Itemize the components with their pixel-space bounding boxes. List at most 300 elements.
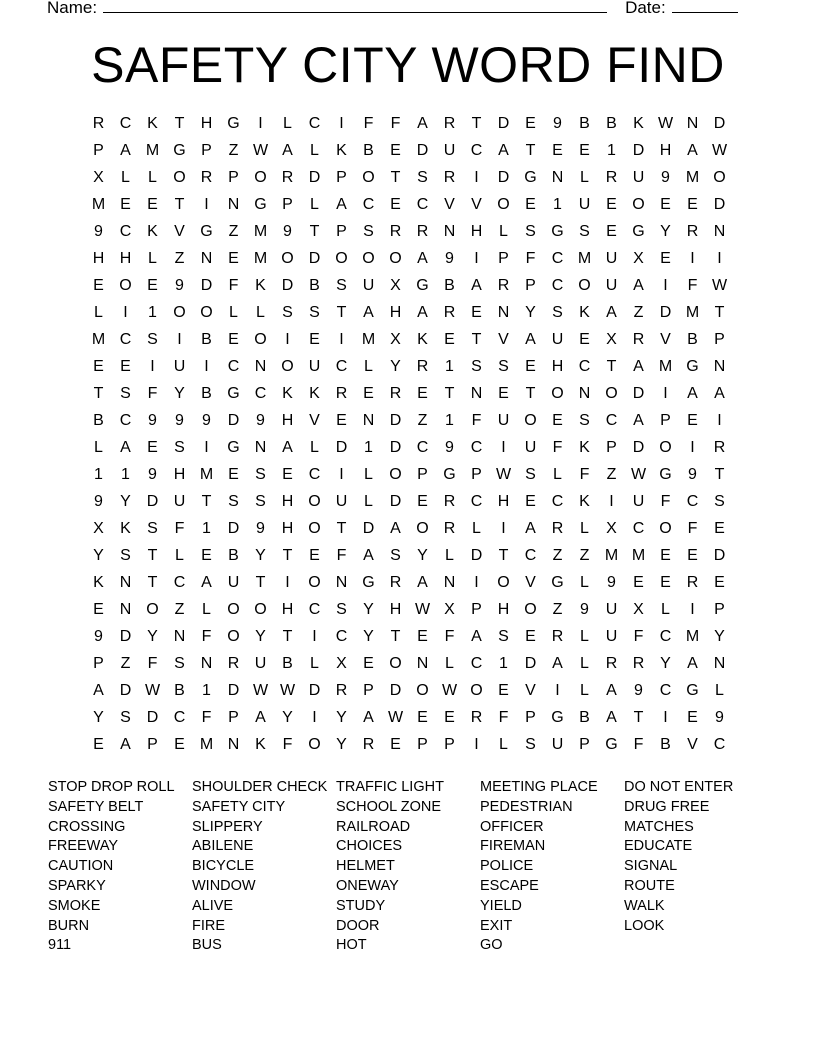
grid-letter: I: [204, 196, 209, 213]
word-item: DOOR: [336, 917, 380, 934]
grid-letter: K: [93, 574, 104, 591]
grid-letter: V: [309, 412, 320, 429]
grid-letter: T: [714, 466, 725, 483]
grid-letter: L: [148, 250, 157, 267]
grid-letter: S: [282, 304, 293, 321]
grid-letter: C: [308, 466, 321, 483]
grid-letter: D: [713, 115, 726, 132]
grid-letter: E: [93, 736, 104, 753]
word-item: ROUTE: [624, 877, 675, 894]
grid-letter: V: [471, 196, 482, 213]
grid-letter: W: [441, 682, 458, 699]
grid-letter: D: [632, 385, 645, 402]
grid-letter: L: [310, 439, 319, 456]
word-item: OFFICER: [480, 818, 544, 835]
word-item: SLIPPERY: [192, 818, 263, 835]
date-blank-line[interactable]: [672, 0, 738, 13]
grid-letter: C: [227, 358, 240, 375]
grid-letter: 1: [148, 304, 157, 321]
grid-letter: F: [147, 385, 158, 402]
grid-letter: T: [309, 223, 320, 240]
grid-letter: Y: [282, 709, 293, 726]
grid-letter: D: [227, 520, 240, 537]
grid-letter: B: [579, 115, 590, 132]
word-item: STUDY: [336, 897, 386, 914]
grid-letter: R: [551, 520, 564, 537]
grid-letter: Z: [228, 223, 239, 240]
grid-letter: Y: [660, 655, 671, 672]
grid-letter: X: [606, 520, 617, 537]
grid-letter: 9: [580, 601, 589, 618]
grid-letter: E: [714, 520, 725, 537]
word-item: TRAFFIC LIGHT: [336, 779, 444, 795]
grid-letter: H: [173, 466, 186, 483]
grid-letter: R: [200, 169, 213, 186]
grid-letter: O: [524, 601, 537, 618]
grid-letter: 9: [256, 520, 265, 537]
word-item: YIELD: [480, 897, 522, 914]
grid-letter: E: [174, 736, 185, 753]
grid-letter: M: [685, 304, 700, 321]
grid-letter: X: [93, 520, 104, 537]
word-column: [48, 778, 192, 956]
grid-letter: 1: [607, 142, 616, 159]
grid-letter: I: [717, 412, 722, 429]
grid-letter: I: [474, 736, 479, 753]
grid-letter: W: [144, 682, 161, 699]
word-item: ESCAPE: [480, 877, 539, 894]
grid-letter: M: [199, 736, 214, 753]
grid-letter: Y: [255, 628, 266, 645]
grid-letter: F: [444, 628, 455, 645]
grid-letter: K: [255, 736, 266, 753]
grid-letter: E: [417, 493, 428, 510]
grid-letter: A: [687, 142, 698, 159]
word-item: CROSSING: [48, 818, 126, 835]
grid-letter: G: [632, 223, 645, 240]
grid-letter: Z: [174, 250, 185, 267]
name-blank-line[interactable]: [103, 0, 607, 13]
grid-letter: T: [525, 142, 536, 159]
grid-letter: I: [717, 250, 722, 267]
grid-letter: C: [470, 655, 483, 672]
grid-letter: E: [147, 439, 158, 456]
grid-letter: X: [93, 169, 104, 186]
word-item: CHOICES: [336, 838, 403, 855]
grid-letter: E: [444, 331, 455, 348]
date-label: Date:: [625, 0, 666, 17]
grid-letter: C: [119, 115, 132, 132]
grid-letter: E: [498, 682, 509, 699]
grid-letter: C: [632, 520, 645, 537]
grid-letter: F: [147, 655, 158, 672]
grid-letter: I: [474, 250, 479, 267]
grid-letter: Y: [363, 628, 374, 645]
grid-letter: S: [336, 277, 347, 294]
grid-letter: A: [201, 574, 212, 591]
grid-letter: F: [687, 520, 698, 537]
grid-letter: P: [336, 223, 347, 240]
grid-letter: A: [633, 358, 644, 375]
grid-letter: Z: [174, 601, 185, 618]
grid-letter: N: [713, 223, 726, 240]
grid-letter: R: [713, 439, 726, 456]
grid-letter: 9: [445, 439, 454, 456]
grid-letter: G: [605, 736, 618, 753]
grid-letter: L: [364, 466, 373, 483]
grid-letter: S: [417, 169, 428, 186]
grid-letter: G: [686, 682, 699, 699]
grid-letter: T: [714, 304, 725, 321]
grid-letter: 9: [94, 223, 103, 240]
grid-letter: T: [444, 385, 455, 402]
grid-letter: W: [495, 466, 512, 483]
grid-letter: C: [254, 385, 267, 402]
grid-letter: N: [173, 628, 186, 645]
grid-letter: P: [525, 709, 536, 726]
grid-letter: W: [387, 709, 404, 726]
grid-letter: T: [498, 547, 509, 564]
grid-letter: N: [713, 358, 726, 375]
grid-letter: E: [660, 547, 671, 564]
grid-letter: G: [551, 574, 564, 591]
grid-letter: N: [119, 574, 132, 591]
grid-letter: O: [551, 385, 564, 402]
grid-letter: I: [177, 331, 182, 348]
grid-letter: F: [633, 736, 644, 753]
grid-letter: P: [417, 736, 428, 753]
grid-letter: B: [606, 115, 617, 132]
grid-letter: A: [633, 277, 644, 294]
word-column: [192, 778, 336, 956]
grid-letter: R: [632, 655, 645, 672]
grid-letter: T: [147, 574, 158, 591]
grid-letter: 1: [202, 682, 211, 699]
grid-letter: C: [362, 196, 375, 213]
grid-letter: C: [308, 115, 321, 132]
grid-letter: H: [281, 412, 294, 429]
grid-letter: E: [282, 466, 293, 483]
grid-letter: K: [579, 493, 590, 510]
grid-letter: R: [497, 277, 510, 294]
grid-letter: L: [310, 655, 319, 672]
grid-letter: F: [633, 628, 644, 645]
word-item: GO: [480, 937, 503, 954]
grid-letter: N: [335, 574, 348, 591]
grid-letter: H: [281, 601, 294, 618]
grid-letter: F: [498, 709, 509, 726]
grid-letter: E: [525, 196, 536, 213]
grid-letter: M: [91, 196, 106, 213]
grid-letter: I: [474, 169, 479, 186]
grid-letter: C: [470, 439, 483, 456]
grid-letter: M: [199, 466, 214, 483]
grid-letter: P: [417, 466, 428, 483]
grid-letter: L: [661, 601, 670, 618]
grid-letter: C: [335, 628, 348, 645]
grid-letter: B: [93, 412, 104, 429]
grid-letter: Z: [120, 655, 131, 672]
grid-letter: H: [497, 601, 510, 618]
grid-letter: P: [579, 736, 590, 753]
grid-letter: 9: [175, 412, 184, 429]
grid-letter: U: [335, 493, 348, 510]
grid-letter: E: [660, 196, 671, 213]
grid-letter: E: [201, 547, 212, 564]
grid-letter: F: [174, 520, 185, 537]
grid-letter: S: [120, 547, 131, 564]
grid-letter: A: [120, 142, 131, 159]
grid-letter: W: [252, 682, 269, 699]
grid-letter: D: [362, 520, 375, 537]
grid-letter: S: [498, 628, 509, 645]
grid-letter: I: [663, 385, 668, 402]
grid-letter: D: [659, 304, 672, 321]
word-item: FREEWAY: [48, 838, 119, 855]
grid-letter: E: [660, 250, 671, 267]
grid-letter: R: [605, 655, 618, 672]
word-item: ONEWAY: [336, 877, 399, 894]
grid-letter: I: [690, 250, 695, 267]
word-item: SPARKY: [48, 877, 106, 894]
word-list: [48, 778, 768, 956]
grid-letter: R: [443, 493, 456, 510]
grid-letter: L: [94, 304, 103, 321]
grid-letter: 9: [175, 277, 184, 294]
grid-letter: S: [579, 223, 590, 240]
grid-letter: O: [308, 520, 321, 537]
grid-letter: N: [686, 115, 699, 132]
grid-letter: E: [606, 223, 617, 240]
grid-letter: R: [227, 655, 240, 672]
grid-letter: G: [227, 439, 240, 456]
grid-letter: E: [390, 142, 401, 159]
grid-letter: K: [282, 385, 293, 402]
grid-letter: C: [524, 547, 537, 564]
grid-letter: L: [283, 115, 292, 132]
grid-letter: N: [470, 385, 483, 402]
grid-letter: P: [471, 601, 482, 618]
word-item: WINDOW: [192, 877, 256, 894]
grid-letter: I: [312, 709, 317, 726]
grid-letter: Y: [120, 493, 131, 510]
grid-letter: D: [308, 682, 321, 699]
word-item: LOOK: [624, 917, 665, 934]
grid-letter: Y: [363, 601, 374, 618]
grid-letter: E: [417, 385, 428, 402]
grid-letter: Y: [525, 304, 536, 321]
grid-letter: F: [201, 709, 212, 726]
grid-letter: O: [497, 196, 510, 213]
grid-letter: L: [580, 169, 589, 186]
grid-letter: C: [119, 331, 132, 348]
grid-letter: P: [93, 142, 104, 159]
grid-letter: E: [687, 412, 698, 429]
grid-letter: K: [579, 304, 590, 321]
grid-letter: N: [497, 304, 510, 321]
grid-letter: T: [174, 115, 185, 132]
grid-letter: A: [525, 520, 536, 537]
grid-letter: I: [339, 331, 344, 348]
grid-letter: Y: [390, 358, 401, 375]
grid-letter: E: [525, 115, 536, 132]
grid-letter: O: [416, 682, 429, 699]
grid-letter: D: [119, 682, 132, 699]
word-item: FIRE: [192, 917, 226, 934]
grid-letter: N: [578, 385, 591, 402]
grid-letter: D: [470, 547, 483, 564]
grid-letter: V: [687, 736, 698, 753]
grid-letter: H: [659, 142, 672, 159]
grid-letter: Y: [660, 223, 671, 240]
grid-letter: E: [93, 358, 104, 375]
grid-letter: O: [227, 628, 240, 645]
grid-letter: 9: [256, 412, 265, 429]
grid-letter: P: [201, 142, 212, 159]
grid-letter: T: [525, 385, 536, 402]
grid-letter: K: [255, 277, 266, 294]
grid-letter: L: [499, 223, 508, 240]
grid-letter: R: [416, 223, 429, 240]
grid-letter: O: [308, 493, 321, 510]
word-item: WALK: [624, 897, 665, 914]
grid-letter: U: [254, 655, 267, 672]
grid-letter: W: [252, 142, 269, 159]
grid-letter: C: [119, 223, 132, 240]
grid-letter: D: [524, 655, 537, 672]
grid-letter: T: [93, 385, 104, 402]
grid-letter: 9: [148, 466, 157, 483]
grid-letter: F: [390, 115, 401, 132]
grid-letter: L: [121, 169, 130, 186]
grid-letter: R: [686, 223, 699, 240]
grid-letter: L: [715, 682, 724, 699]
grid-letter: Y: [174, 385, 185, 402]
grid-letter: A: [390, 520, 401, 537]
grid-letter: Y: [93, 547, 104, 564]
grid-letter: P: [471, 466, 482, 483]
grid-letter: E: [525, 358, 536, 375]
grid-letter: I: [285, 331, 290, 348]
grid-letter: D: [146, 493, 159, 510]
word-item: RAILROAD: [336, 818, 411, 835]
grid-letter: W: [711, 142, 728, 159]
grid-letter: D: [200, 277, 213, 294]
grid-letter: U: [227, 574, 240, 591]
grid-letter: A: [606, 304, 617, 321]
grid-letter: E: [228, 250, 239, 267]
word-item: EDUCATE: [624, 838, 693, 855]
word-item: MEETING PLACE: [480, 779, 598, 795]
grid-letter: O: [254, 601, 267, 618]
grid-letter: 1: [364, 439, 373, 456]
grid-letter: A: [363, 304, 374, 321]
grid-letter: E: [363, 655, 374, 672]
grid-letter: R: [362, 736, 375, 753]
grid-letter: D: [713, 547, 726, 564]
grid-letter: 1: [202, 520, 211, 537]
grid-letter: O: [173, 304, 186, 321]
grid-letter: B: [201, 385, 212, 402]
grid-letter: D: [389, 493, 402, 510]
grid-letter: N: [119, 601, 132, 618]
word-item: HELMET: [336, 858, 395, 875]
grid-letter: Z: [552, 601, 563, 618]
grid-letter: V: [444, 196, 455, 213]
grid-letter: I: [474, 574, 479, 591]
grid-letter: L: [553, 466, 562, 483]
grid-letter: C: [470, 493, 483, 510]
name-label: Name:: [47, 0, 98, 17]
grid-letter: 1: [121, 466, 130, 483]
grid-letter: U: [551, 331, 564, 348]
grid-letter: P: [228, 709, 239, 726]
grid-letter: P: [282, 196, 293, 213]
grid-letter: R: [389, 385, 402, 402]
grid-letter: A: [417, 574, 428, 591]
grid-letter: 1: [94, 466, 103, 483]
grid-letter: I: [123, 304, 128, 321]
grid-letter: U: [632, 493, 645, 510]
grid-letter: M: [658, 358, 673, 375]
grid-letter: G: [443, 466, 456, 483]
grid-letter: A: [606, 682, 617, 699]
grid-letter: 9: [445, 250, 454, 267]
grid-letter: P: [660, 412, 671, 429]
grid-letter: V: [525, 574, 536, 591]
grid-letter: Z: [633, 304, 644, 321]
grid-letter: L: [364, 358, 373, 375]
grid-letter: O: [362, 250, 375, 267]
grid-letter: E: [714, 574, 725, 591]
grid-letter: G: [524, 169, 537, 186]
grid-letter: X: [390, 331, 401, 348]
grid-letter: T: [174, 196, 185, 213]
grid-letter: C: [686, 493, 699, 510]
grid-letter: R: [416, 358, 429, 375]
grid-letter: 9: [715, 709, 724, 726]
grid-letter: A: [282, 142, 293, 159]
grid-letter: C: [470, 142, 483, 159]
letter-grid: [85, 113, 733, 761]
grid-letter: O: [659, 520, 672, 537]
grid-letter: I: [501, 439, 506, 456]
grid-letter: L: [445, 547, 454, 564]
grid-letter: 9: [202, 412, 211, 429]
grid-letter: E: [390, 736, 401, 753]
grid-letter: B: [201, 331, 212, 348]
grid-letter: 9: [553, 115, 562, 132]
grid-letter: N: [443, 223, 456, 240]
grid-letter: G: [227, 385, 240, 402]
grid-letter: S: [120, 385, 131, 402]
grid-letter: S: [498, 358, 509, 375]
grid-letter: C: [335, 358, 348, 375]
grid-letter: L: [310, 142, 319, 159]
word-item: ABILENE: [192, 838, 254, 855]
grid-letter: F: [552, 439, 563, 456]
grid-letter: E: [606, 196, 617, 213]
grid-letter: S: [255, 493, 266, 510]
grid-letter: I: [501, 520, 506, 537]
grid-letter: I: [663, 277, 668, 294]
grid-letter: R: [551, 628, 564, 645]
grid-letter: 1: [445, 412, 454, 429]
word-item: HOT: [336, 937, 367, 954]
grid-letter: P: [363, 682, 374, 699]
grid-letter: X: [444, 601, 455, 618]
grid-letter: L: [94, 439, 103, 456]
